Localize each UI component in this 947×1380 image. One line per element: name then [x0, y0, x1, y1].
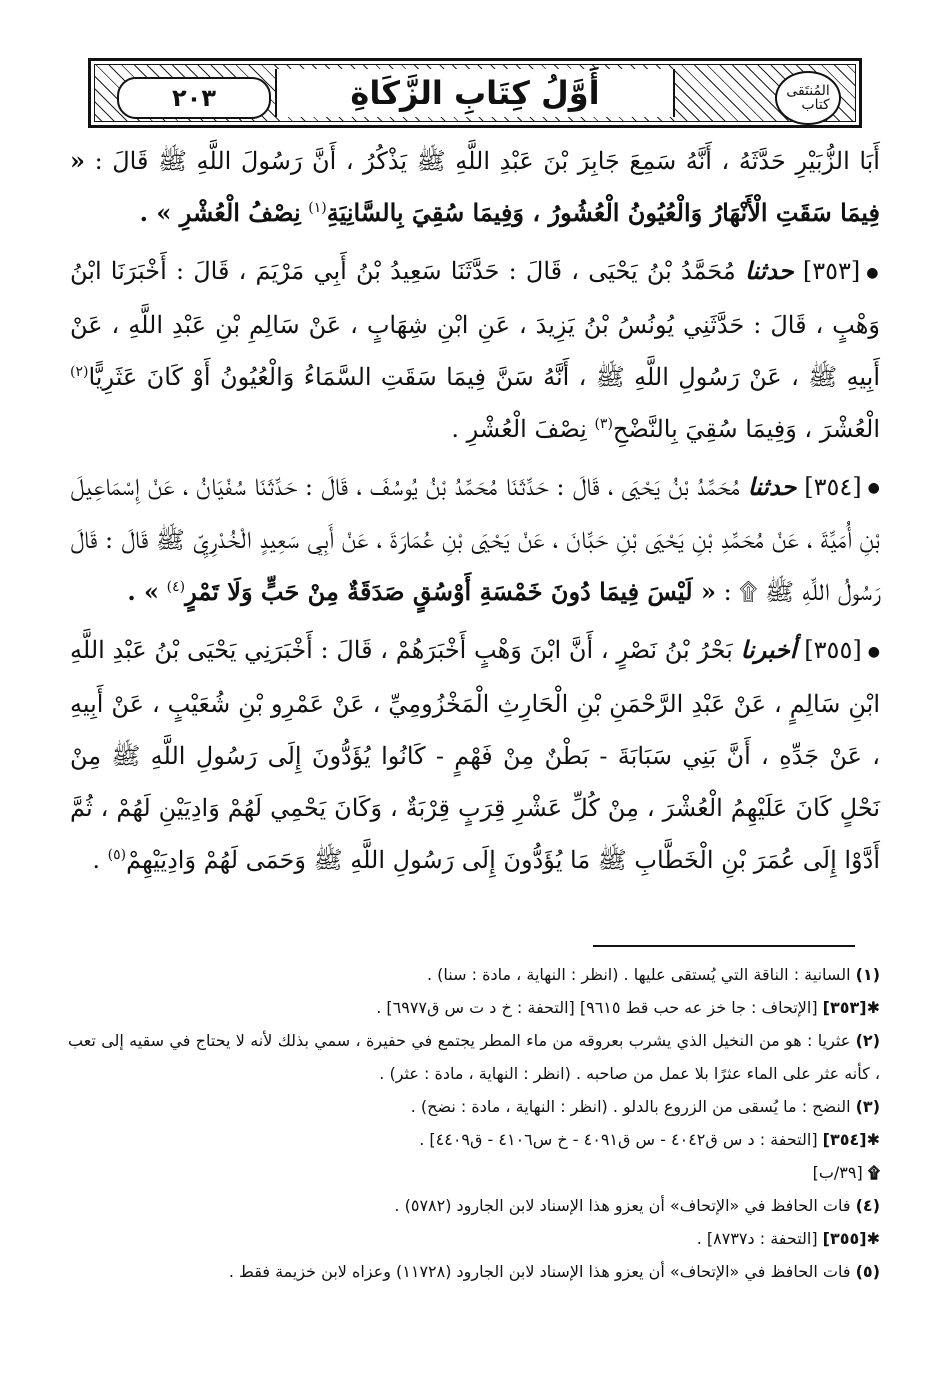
bullet-icon: ● [867, 480, 880, 496]
footnote-ref-1[interactable]: (١) [308, 200, 327, 216]
footnote-5 [68, 1255, 880, 1288]
hadith-opener: أخبرنا [740, 635, 797, 664]
footnote-tag: (٤) [855, 1196, 880, 1215]
hadith-text-end: . [92, 845, 101, 874]
chapter-title: أَوَّلُ كِتَابِ الزَّكَاةِ [350, 74, 600, 112]
hadith-quote-end: » . [127, 577, 160, 606]
footnote-3 [68, 1090, 880, 1123]
footnote-tag: (٢) [855, 1031, 880, 1050]
footnote-takhrij-354 [68, 1123, 880, 1156]
footnote-text: [التحفة : د٨٧٣٧] . [696, 1229, 818, 1248]
hadith-text: مُحَمَّدُ بْنُ يَحْيَى ، قَالَ : حَدَّثَنَا مُحَمَّدُ بْنُ يُوسُفَ ، قَالَ : حَدَّثَنَا سُفْيَانُ ، عَنْ إِسْمَاعِيلَ بْنِ أُمَيَّةَ ، عَنْ مُحَمَّدِ بْنِ يَحْيَى بْنِ حَبَّانَ ، عَنْ يَحْيَى بْنِ عُمَارَةَ ، عَنْ أَبِي سَعِيدٍ الْخُدْرِيِّ ﷺ قَالَ : قَالَ رَسُولُ اللَّهِ ﷺ ۩ : [70, 472, 880, 606]
book-emblem [775, 71, 841, 125]
hadith-text-2: الْعُشْرَ ، وَفِيمَا سُقِيَ بِالنَّضْحِ [612, 414, 880, 443]
hadith-354 [70, 461, 880, 619]
footnote-text: النضح : ما يُسقى من الزروع بالدلو . (انظر : النهاية ، مادة : نضح) . [410, 1097, 851, 1116]
footnote-ref-2[interactable]: (٢) [70, 363, 89, 380]
emblem-line1: المُنتَقى [786, 83, 830, 99]
hadith-353 [70, 245, 880, 455]
hadith-number: [٣٥٤] [804, 472, 862, 501]
intro-quote-end: نِصْفُ الْعُشْرِ » . [139, 198, 301, 227]
footnote-ref-4[interactable]: (٤) [166, 579, 186, 595]
hadith-text: بَحْرُ بْنُ نَصْرٍ ، أَنَّ ابْنَ وَهْبٍ أَخْبَرَهُمْ ، قَالَ : أَخْبَرَنِي يَحْيَى بْنُ عَبْدِ اللَّهِ ابْنِ سَالِمٍ ، عَنْ عَبْدِ الرَّحْمَنِ بْنِ الْحَارِثِ الْمَخْزُومِيِّ ، عَنْ عَمْرِو بْنِ شُعَيْبٍ ، عَنْ أَبِيهِ ، عَنْ جَدِّهِ ، أَنَّ بَنِي سَبَابَةَ - بَطْنٌ مِنْ فَهْمٍ - كَانُوا يُؤَدُّونَ إِلَى رَسُولِ اللَّهِ ﷺ مِنْ نَحْلٍ كَانَ عَلَيْهِمُ الْعُشْرَ ، مِنْ كُلِّ عَشْرِ قِرَبٍ قِرْبَةٌ ، وَكَانَ يَحْمِي لَهُمْ وَادِيَيْنِ لَهُمْ ، ثُمَّ أَدَّوْا إِلَى عُمَرَ بْنِ الْخَطَّابِ ﷺ مَا يُؤَدُّونَ إِلَى رَسُولِ اللَّهِ ﷺ وَحَمَى لَهُمْ وَادِيَيْهِمْ [70, 636, 880, 874]
page-number-box [117, 77, 271, 119]
hadith-355 [70, 624, 880, 886]
footnote-text: [التحفة : د س ق٤٠٤٢ - س ق٤٠٩١ - خ س٤١٠٦ - ق٤٤٠٩] . [419, 1130, 818, 1149]
footnote-1 [68, 958, 880, 991]
folio-marker-icon: ۩ [867, 1163, 880, 1182]
emblem-line2: كتاب [801, 97, 830, 113]
intro-quote: « فِيمَا سَقَتِ الْأَنْهَارُ وَالْعُيُونُ الْعُشُورُ ، وَفِيمَا سُقِيَ بِالسَّانِيَةِ [70, 146, 880, 227]
footnote-4 [68, 1189, 880, 1222]
footnote-tag: (٥) [855, 1262, 880, 1281]
footnote-2 [68, 1024, 880, 1090]
footnote-takhrij-355 [68, 1222, 880, 1255]
hadith-number: [٣٥٥] [804, 636, 862, 664]
hadith-text-3: نِصْفَ الْعُشْرِ . [451, 414, 587, 443]
footnote-ref-3[interactable]: (٣) [594, 415, 613, 432]
manuscript-folio-note [68, 1156, 880, 1189]
footnote-text: فات الحافظ في «الإتحاف» أن يعزو هذا الإسناد لابن الجارود (١١٧٢٨) وعزاه لابن خزيمة فقط . [228, 1262, 851, 1281]
footnote-tag: ✱[٣٥٤] [822, 1130, 880, 1149]
hadith-text: مُحَمَّدُ بْنُ يَحْيَى ، قَالَ : حَدَّثَنَا سَعِيدُ بْنُ أَبِي مَرْيَمَ ، قَالَ : أَخْبَرَنَا ابْنُ وَهْبٍ ، قَالَ : حَدَّثَنِي يُونُسُ بْنُ يَزِيدَ ، عَنِ ابْنِ شِهَابٍ ، عَنْ سَالِمِ بْنِ عَبْدِ اللَّهِ ، عَنْ أَبِيهِ ﷺ ، عَنْ رَسُولِ اللَّهِ ﷺ ، أَنَّهُ سَنَّ فِيمَا سَقَتِ السَّمَاءُ وَالْعُيُونُ أَوْ كَانَ عَثَرِيًّا [70, 257, 880, 391]
footnote-text: [الإتحاف : جا خز عه حب قط ٩٦١٥] [التحفة : خ د ت س ق٦٩٧٧] . [376, 998, 818, 1017]
emblem-text [786, 84, 829, 112]
footnote-text: عثريا : هو من النخيل الذي يشرب بعروقه من ماء المطر يجتمع في حفيرة ، سمي بذلك لأنه لا يحتاج في سقيه إلى تعب ، كأنه عثر على الماء عثرًا بلا عمل من صاحبه . (انظر : النهاية ، مادة : عثر) . [68, 1031, 880, 1083]
hadith-number: [٣٥٣] [802, 257, 861, 285]
footnote-text: [٣٩/ب] [812, 1163, 863, 1182]
footnote-tag: (٣) [855, 1097, 880, 1116]
footnote-ref-5[interactable]: (٥) [107, 846, 127, 863]
footnote-tag: ✱[٣٥٥] [822, 1229, 880, 1248]
hadith-quote: « لَيْسَ فِيمَا دُونَ خَمْسَةِ أَوْسُقٍ صَدَقَةٌ مِنْ حَبٍّ وَلَا تَمْرٍ [185, 577, 716, 606]
bullet-icon: ● [867, 643, 880, 660]
footnote-text: السانية : الناقة التي يُستقى عليها . (انظر : النهاية ، مادة : سنا) . [427, 965, 851, 984]
footnote-tag: (١) [855, 965, 880, 984]
footnote-tag: ✱[٣٥٣] [822, 998, 880, 1017]
page-number: ٢٠٣ [172, 84, 216, 112]
footnote-separator [593, 945, 855, 947]
header-ornament-border [94, 64, 856, 122]
intro-text: أَبَا الزُّبَيْرِ حَدَّثَهُ ، أَنَّهُ سَمِعَ جَابِرَ بْنَ عَبْدِ اللَّهِ ﷺ يَذْكُرُ ، أَنَّ رَسُولَ اللَّهِ ﷺ قَالَ : [94, 147, 880, 175]
hadith-opener: حدثنا [747, 471, 797, 501]
footnote-takhrij-353 [68, 991, 880, 1024]
page-header [88, 58, 862, 128]
main-text [70, 135, 880, 886]
footnote-text: فات الحافظ في «الإتحاف» أن يعزو هذا الإسناد لابن الجارود (٥٧٨٢) . [394, 1196, 851, 1215]
footnotes [68, 958, 880, 1288]
bullet-icon: ● [866, 264, 880, 281]
header-title-box [275, 69, 675, 117]
intro-paragraph [70, 135, 880, 239]
hadith-opener: حدثنا [744, 256, 794, 285]
